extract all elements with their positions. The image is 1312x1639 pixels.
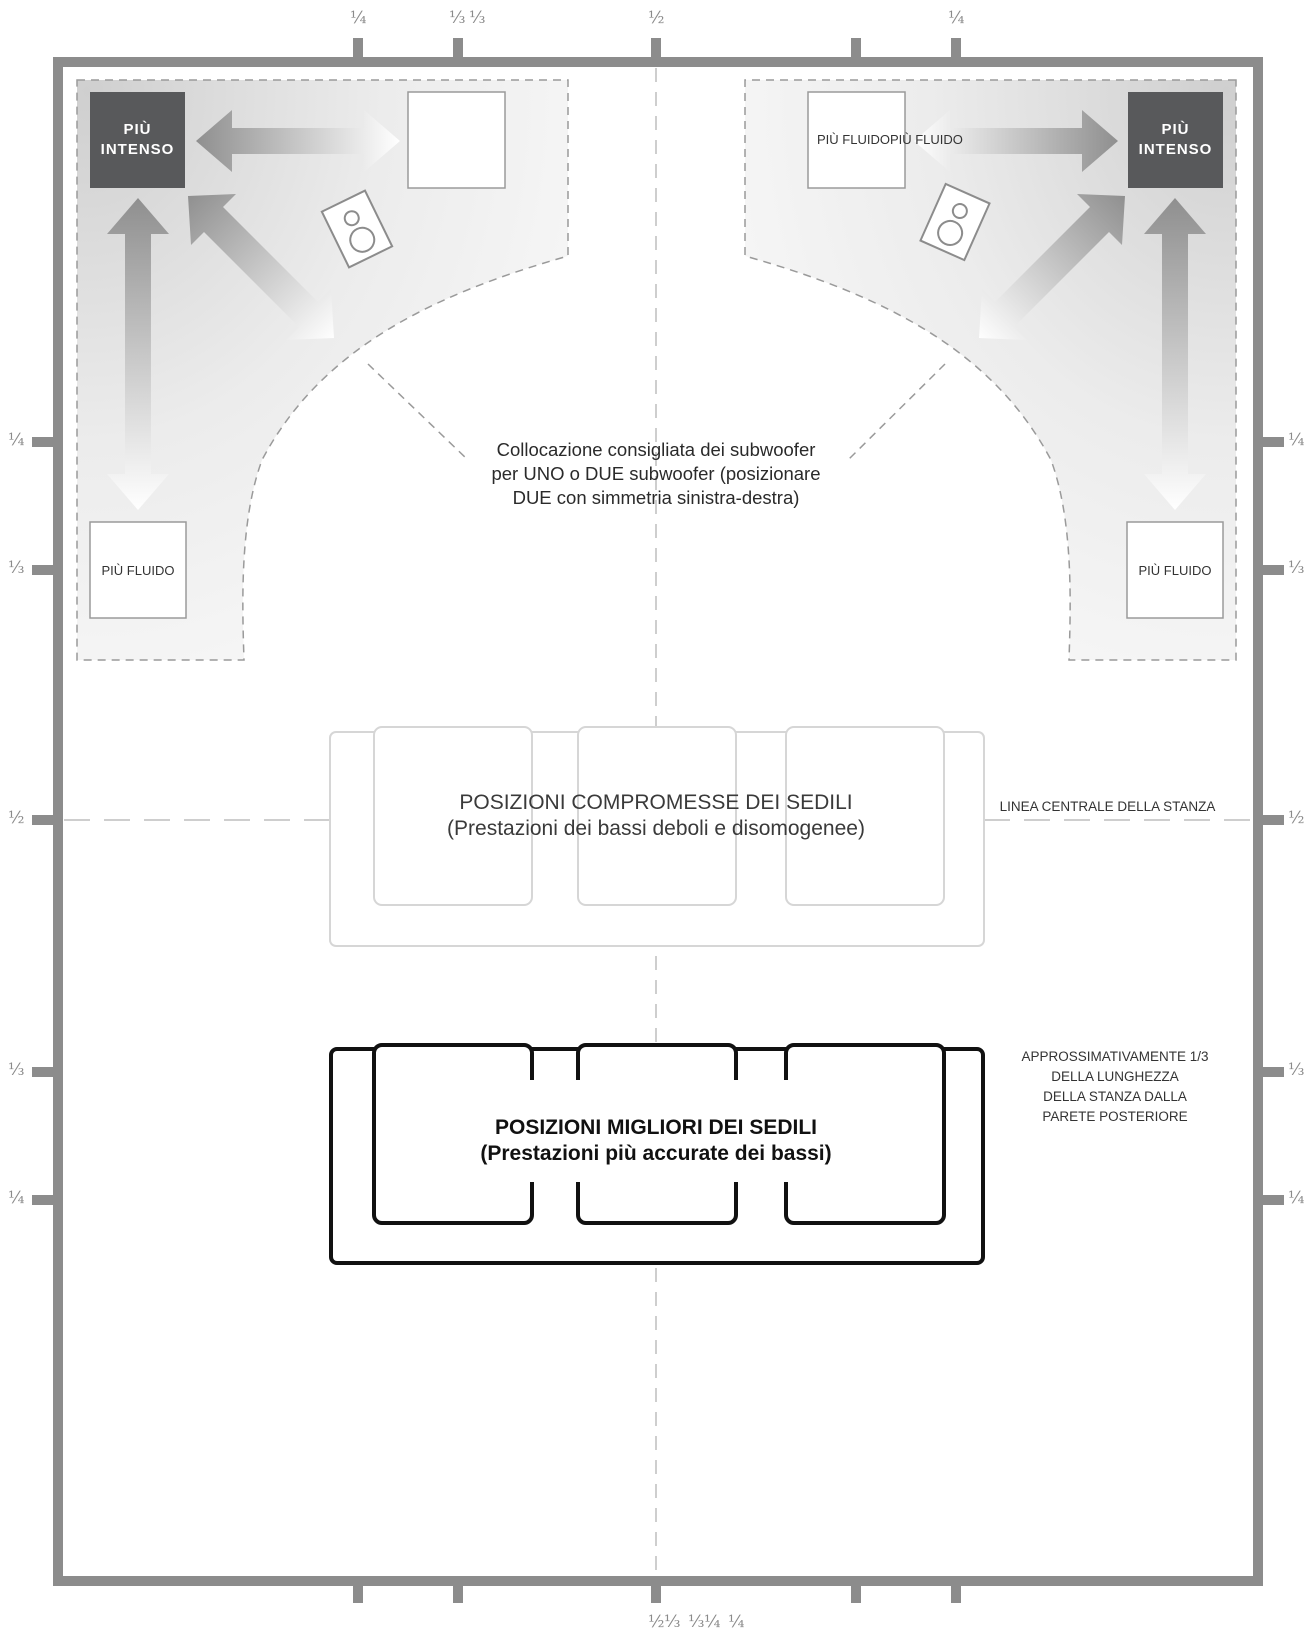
compromise-seats-label	[380, 790, 932, 842]
tick-label-bottom-quarter-b: ¼	[728, 1612, 745, 1632]
left-smooth-bottom-label: PIÙ FLUIDO	[101, 563, 175, 578]
tick-label-right-half: ½	[1288, 808, 1305, 828]
tick-label-bottom-third-a: ⅓	[664, 1612, 681, 1632]
placement-note-line-2: per UNO o DUE subwoofer (posizionare	[491, 463, 821, 484]
placement-note-line-3: DUE con simmetria sinistra-destra)	[512, 487, 800, 508]
one-third-note-line-3: DELLA STANZA DALLA	[1043, 1089, 1187, 1104]
best-seats-title: POSIZIONI MIGLIORI DEI SEDILI	[494, 1116, 818, 1139]
right-intense-label: PIÙ INTENSO	[1138, 121, 1213, 158]
tick-label-bottom-quarter-a: ¼	[704, 1612, 721, 1632]
compromise-seats-subtitle: (Prestazioni dei bassi deboli e disomogenee)	[447, 817, 865, 840]
tick-label-right-third-top: ⅓	[1288, 558, 1305, 578]
right-smooth-bottom-label: PIÙ FLUIDO	[1138, 563, 1212, 578]
tick-label-left-quarter-bottom: ¼	[8, 1188, 25, 1208]
tick-label-top-third-a: ⅓	[449, 8, 466, 28]
one-third-note-line-1: APPROSSIMATIVAMENTE 1/3	[1021, 1049, 1209, 1064]
compromise-seats-title: POSIZIONI COMPROMESSE DEI SEDILI	[459, 791, 853, 814]
best-seats-subtitle: (Prestazioni più accurate dei bassi)	[480, 1142, 832, 1165]
tick-label-top-quarter-left: ¼	[350, 8, 367, 28]
left-intense-label: PIÙ INTENSO	[100, 121, 175, 158]
one-third-note-line-2: DELLA LUNGHEZZA	[1051, 1069, 1179, 1084]
tick-label-top-third-b: ⅓	[469, 8, 486, 28]
placement-note-line-1: Collocazione consigliata dei subwoofer	[496, 439, 816, 460]
center-line-label: LINEA CENTRALE DELLA STANZA	[999, 799, 1216, 814]
right-smooth-top-label: PIÙ FLUIDOPIÙ FLUIDO	[817, 132, 963, 147]
tick-label-left-half: ½	[8, 808, 25, 828]
one-third-note	[1000, 1047, 1230, 1127]
left-smooth-box-top	[408, 92, 505, 188]
tick-label-bottom-half: ½	[648, 1612, 665, 1632]
tick-label-right-third-bottom: ⅓	[1288, 1060, 1305, 1080]
one-third-note-line-4: PARETE POSTERIORE	[1042, 1109, 1188, 1124]
placement-note	[446, 438, 866, 510]
tick-label-left-third-top: ⅓	[8, 558, 25, 578]
tick-label-left-third-bottom: ⅓	[8, 1060, 25, 1080]
tick-label-right-quarter-top: ¼	[1288, 430, 1305, 450]
best-seats-label	[380, 1115, 932, 1167]
tick-label-left-quarter-top: ¼	[8, 430, 25, 450]
tick-label-bottom-third-b: ⅓	[688, 1612, 705, 1632]
tick-label-top-quarter-right: ¼	[948, 8, 965, 28]
tick-label-right-quarter-bottom: ¼	[1288, 1188, 1305, 1208]
tick-label-top-half: ½	[648, 8, 665, 28]
